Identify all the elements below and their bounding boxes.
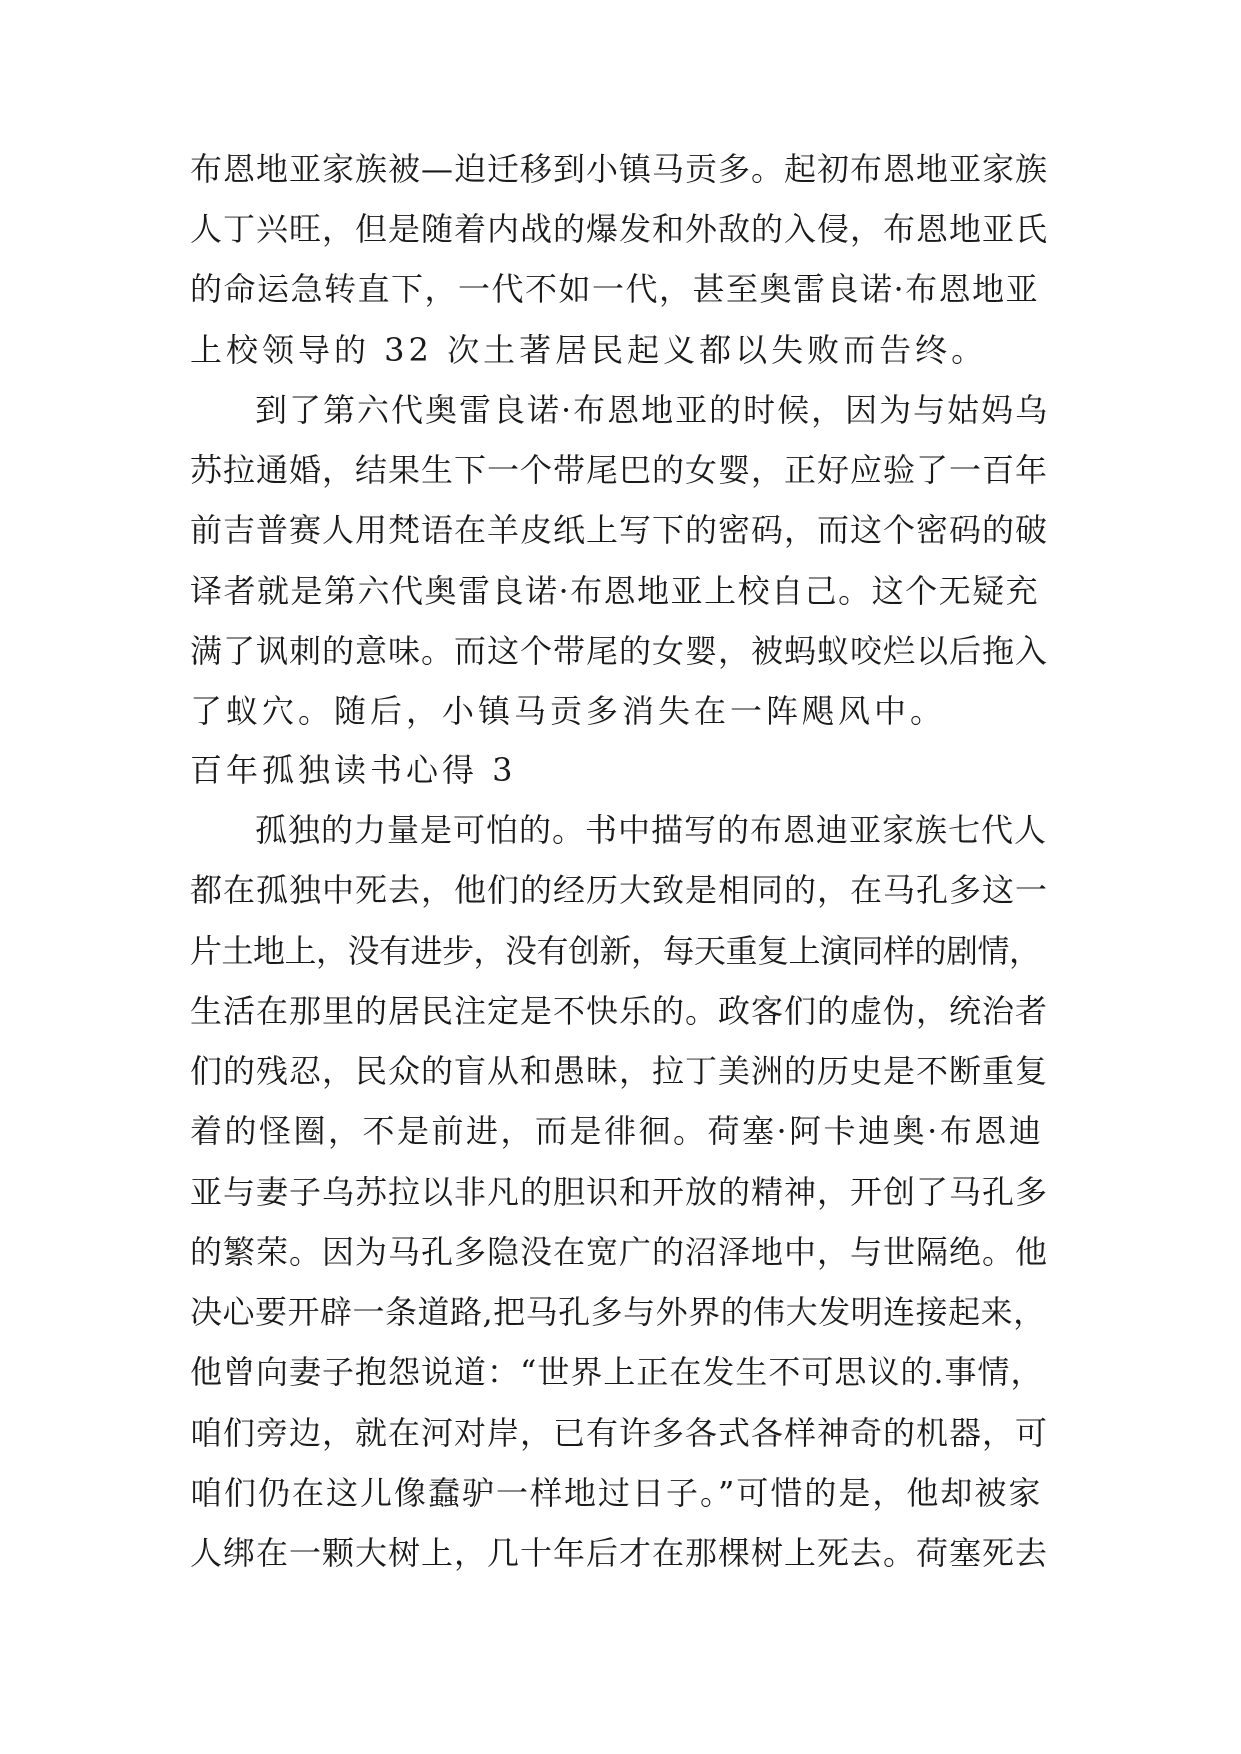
text-line: 都在孤独中死去，他们的经历大致是相同的，在马孔多这一 <box>190 871 1049 909</box>
text-line: 译者就是第六代奥雷良诺·布恩地亚上校自己。这个无疑充 <box>190 572 1040 610</box>
text-line: 片土地上，没有进步，没有创新，每天重复上演同样的剧情， <box>190 932 1041 970</box>
text-line: 的繁荣。因为马孔多隐没在宽广的沼泽地中，与世隔绝。他 <box>190 1233 1049 1271</box>
text-line: 决心要开辟一条道路,把马孔多与外界的伟大发明连接起来， <box>190 1293 1046 1331</box>
text-line: 了蚁穴。随后，小镇马贡多消失在一阵飓风中。 <box>190 692 947 730</box>
text-line: 上校领导的 32 次土著居民起义都以失败而告终。 <box>190 331 988 369</box>
text-line: 人绑在一颗大树上，几十年后才在那棵树上死去。荷塞死去 <box>190 1534 1049 1572</box>
section-heading: 百年孤独读书心得 3 <box>190 751 517 789</box>
text-line: 咱们仍在这儿像蠢驴一样地过日子。”可惜的是，他却被家 <box>190 1474 1043 1512</box>
text-line: 亚与妻子乌苏拉以非凡的胆识和开放的精神，开创了马孔多 <box>190 1173 1049 1211</box>
text-line: 们的残忍，民众的盲从和愚昧，拉丁美洲的历史是不断重复 <box>190 1052 1049 1090</box>
text-line: 生活在那里的居民注定是不快乐的。政客们的虚伪，统治者 <box>190 992 1049 1030</box>
text-line: 苏拉通婚，结果生下一个带尾巴的女婴，正好应验了一百年 <box>190 451 1049 489</box>
text-line: 他曾向妻子抱怨说道：“世界上正在发生不可思议的.事情， <box>190 1353 1044 1391</box>
text-line: 着的怪圈，不是前进，而是徘徊。荷塞·阿卡迪奥·布恩迪 <box>190 1112 1044 1150</box>
text-line: 咱们旁边，就在河对岸，已有许多各式各样神奇的机器，可 <box>190 1414 1049 1452</box>
text-line: 布恩地亚家族被—迫迁移到小镇马贡多。起初布恩地亚家族 <box>190 150 1049 188</box>
paragraph-first-line: 到了第六代奥雷良诺·布恩地亚的时候，因为与姑妈乌 <box>255 391 1050 429</box>
text-line: 的命运急转直下，一代不如一代，甚至奥雷良诺·布恩地亚 <box>190 270 1040 308</box>
text-line: 满了讽刺的意味。而这个带尾的女婴，被蚂蚁咬烂以后拖入 <box>190 632 1049 670</box>
text-line: 前吉普赛人用梵语在羊皮纸上写下的密码，而这个密码的破 <box>190 511 1049 549</box>
text-line: 人丁兴旺，但是随着内战的爆发和外敌的入侵，布恩地亚氏 <box>190 210 1049 248</box>
paragraph-first-line: 孤独的力量是可怕的。书中描写的布恩迪亚家族七代人 <box>255 811 1048 849</box>
